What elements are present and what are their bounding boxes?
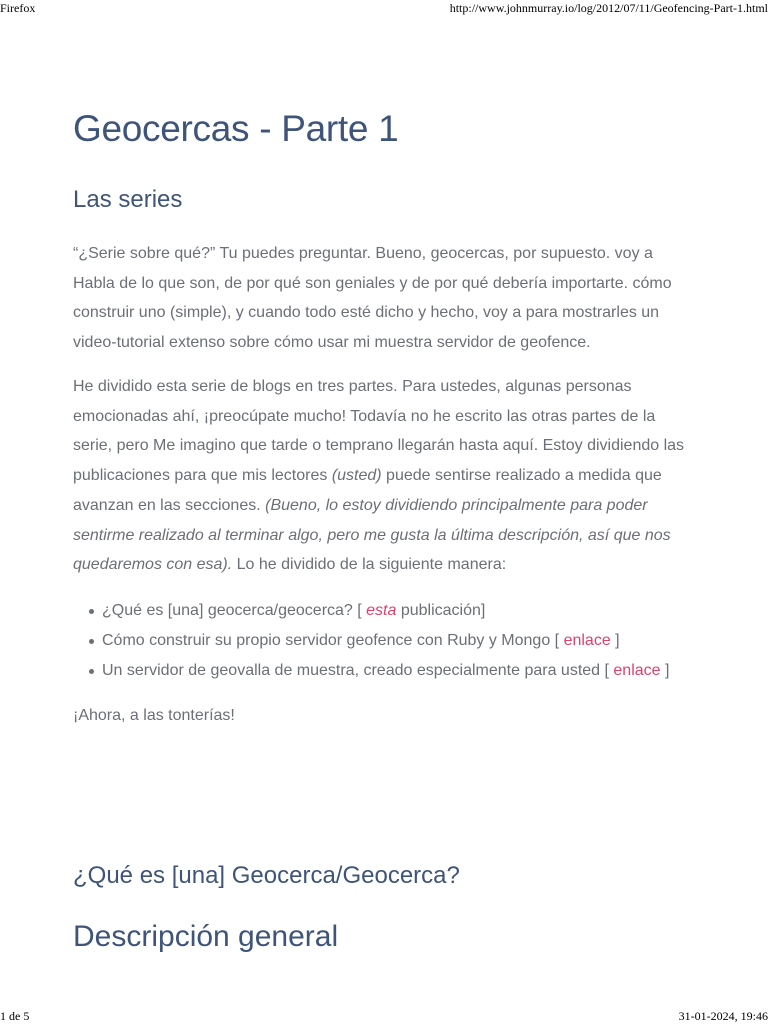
- print-footer: [0, 1009, 768, 1024]
- page-counter: 1 de 5: [0, 1009, 30, 1023]
- series-paragraph-italic-aside: (Bueno, lo estoy dividiendo principalmente para poder sentirme realizado al terminar algo, pero me gusta la última descripción, así que nos quedaremos con esa).: [73, 496, 671, 574]
- question-heading: ¿Qué es [una] Geocerca/Geocerca?: [73, 862, 460, 889]
- print-header: [0, 1, 768, 16]
- enlace-link-part2[interactable]: enlace: [563, 632, 611, 649]
- bullet-dot-icon: [89, 639, 94, 644]
- browser-name: Firefox: [0, 1, 36, 15]
- series-paragraph-text: puede sentirse realizado a medida que avanzan en las secciones.: [73, 467, 662, 514]
- list-item: [73, 626, 669, 656]
- page-url: http://www.johnmurray.io/log/2012/07/11/Geofencing-Part-1.html: [449, 1, 768, 15]
- series-parts-list: [73, 596, 669, 686]
- intro-paragraph: “¿Serie sobre qué?” Tu puedes preguntar. Bueno, geocercas, por supuesto. voy a Habla de lo que son, de por qué son geniales y de por qué debería importarte. cómo construir uno (simple), y cuando todo esté dicho y hecho, voy a para mostrarles un video-tutorial extenso sobre cómo usar mi muestra servidor de geofence.: [73, 245, 672, 352]
- series-paragraph-italic-usted: (usted): [331, 467, 382, 485]
- list-item-text: Un servidor de geovalla de muestra, creado especialmente para usted [: [102, 662, 614, 679]
- list-item: [73, 656, 669, 686]
- series-paragraph: [73, 372, 698, 580]
- list-item-text: publicación]: [396, 602, 486, 619]
- list-item: [73, 596, 669, 626]
- page-title: Geocercas - Parte 1: [73, 108, 399, 149]
- series-paragraph-text: Lo he dividido de la siguiente manera:: [232, 556, 507, 574]
- bullet-dot-icon: [89, 609, 94, 614]
- overview-heading: Descripción general: [73, 920, 339, 953]
- list-item-text: ¿Qué es [una] geocerca/geocerca? [: [102, 602, 367, 619]
- closing-paragraph: ¡Ahora, a las tonterías!: [73, 707, 235, 724]
- bullet-dot-icon: [89, 669, 94, 674]
- print-timestamp: 31-01-2024, 19:46: [678, 1009, 768, 1023]
- enlace-link-part3[interactable]: enlace: [613, 662, 661, 679]
- esta-link[interactable]: esta: [366, 602, 397, 619]
- list-item-text: Cómo construir su propio servidor geofence con Ruby y Mongo [: [102, 632, 564, 649]
- list-item-text: ]: [610, 632, 620, 649]
- list-item-text: ]: [660, 662, 670, 679]
- series-paragraph-text: He dividido esta serie de blogs en tres partes. Para ustedes, algunas personas emocionadas ahí, ¡preocúpate mucho! Todavía no he escrito las otras partes de la serie, pero Me imagino que tarde o temprano llegarán hasta aquí. Estoy dividiendo las publicaciones para que mis lectores: [73, 378, 685, 485]
- series-heading: Las series: [73, 186, 183, 213]
